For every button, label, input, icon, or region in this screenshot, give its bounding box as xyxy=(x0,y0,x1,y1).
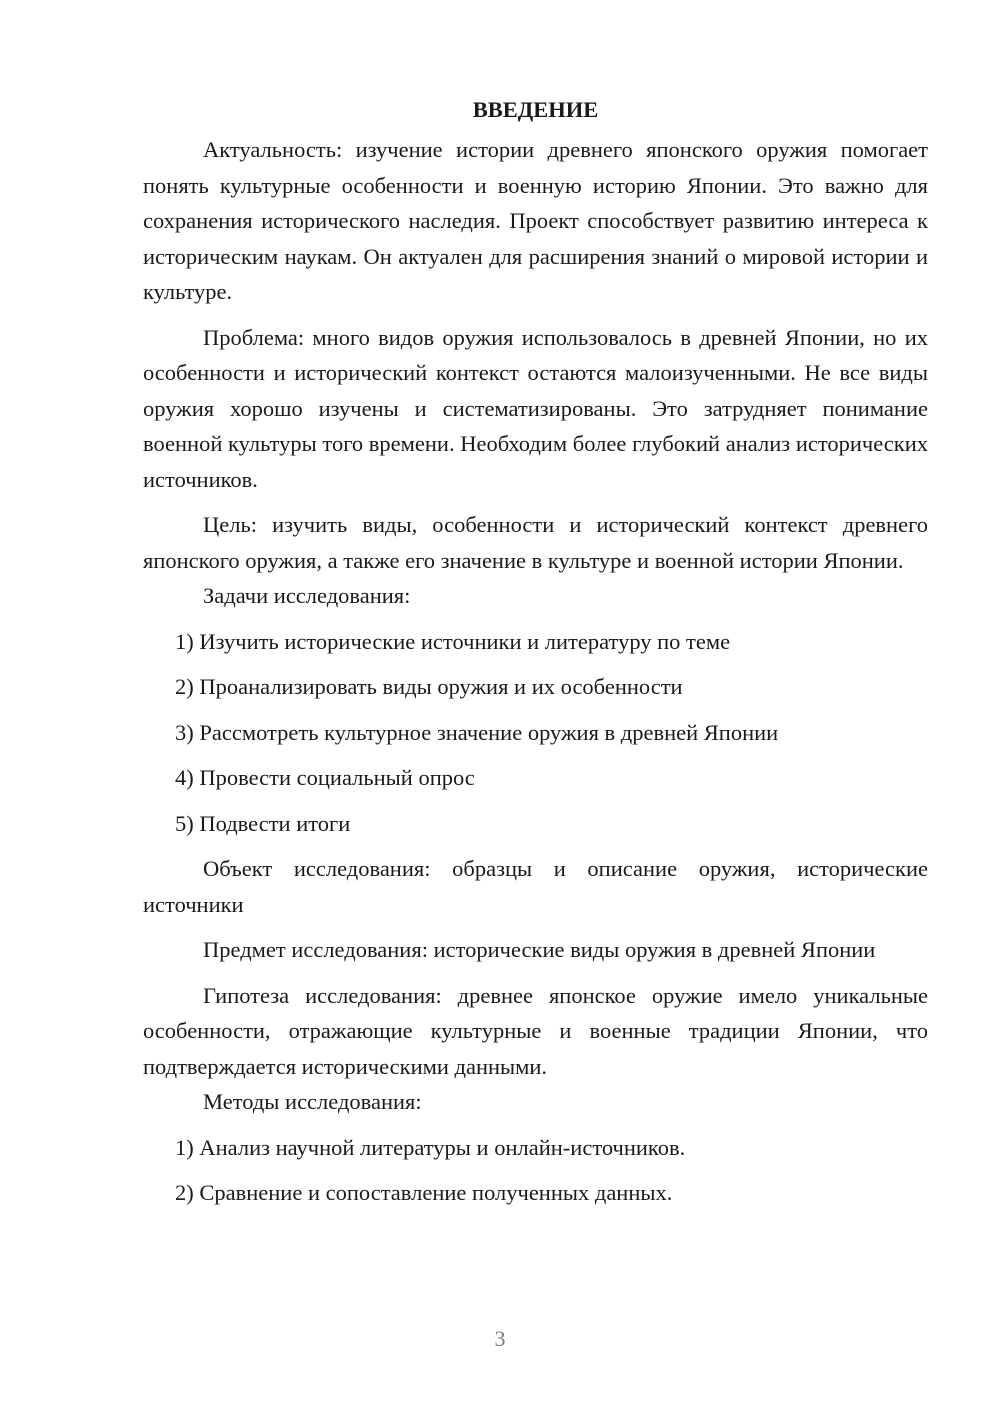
hypothesis-paragraph: Гипотеза исследования: древнее японское оружие имело уникальные особенности, отражающие культурные и военные традиции Японии, что подтверждается историческими данными. xyxy=(143,982,928,1079)
tasks-list xyxy=(143,624,928,842)
page-content xyxy=(143,92,928,1211)
relevance-paragraph: Актуальность: изучение истории древнего японского оружия помогает понять культурные особенности и военную историю Японии. Это важно для сохранения исторического наследия. Проект способствует развитию интереса к историческим наукам. Он актуален для расширения знаний о мировой истории и культуре. xyxy=(143,137,928,304)
page-number: 3 xyxy=(494,1326,506,1351)
methods-heading: Методы исследования: xyxy=(203,1089,422,1114)
methods-list xyxy=(143,1130,928,1211)
problem-paragraph: Проблема: много видов оружия использовалось в древней Японии, но их особенности и исторический контекст остаются малоизученными. Не все виды оружия хорошо изучены и систематизированы. Это затрудняет понимание военной культуры того времени. Необходим более глубокий анализ исторических источников. xyxy=(143,324,928,492)
list-item: 2) Проанализировать виды оружия и их особенности xyxy=(175,674,683,699)
object-paragraph: Объект исследования: образцы и описание оружия, исторические источники xyxy=(143,856,928,917)
list-item: 3) Рассмотреть культурное значение оружия в древней Японии xyxy=(175,719,779,745)
list-item: 1) Изучить исторические источники и литературу по теме xyxy=(175,628,731,654)
tasks-heading: Задачи исследования: xyxy=(203,583,411,608)
goal-paragraph: Цель: изучить виды, особенности и исторический контекст древнего японского оружия, а также его значение в культуре и военной истории Японии. xyxy=(143,512,928,573)
list-item: 1) Анализ научной литературы и онлайн-источников. xyxy=(175,1134,686,1160)
subject-paragraph: Предмет исследования: исторические виды оружия в древней Японии xyxy=(203,937,876,962)
list-item: 2) Сравнение и сопоставление полученных данных. xyxy=(175,1180,673,1205)
list-item: 4) Провести социальный опрос xyxy=(175,765,475,790)
section-title: ВВЕДЕНИЕ xyxy=(472,97,599,122)
list-item: 5) Подвести итоги xyxy=(175,810,351,836)
